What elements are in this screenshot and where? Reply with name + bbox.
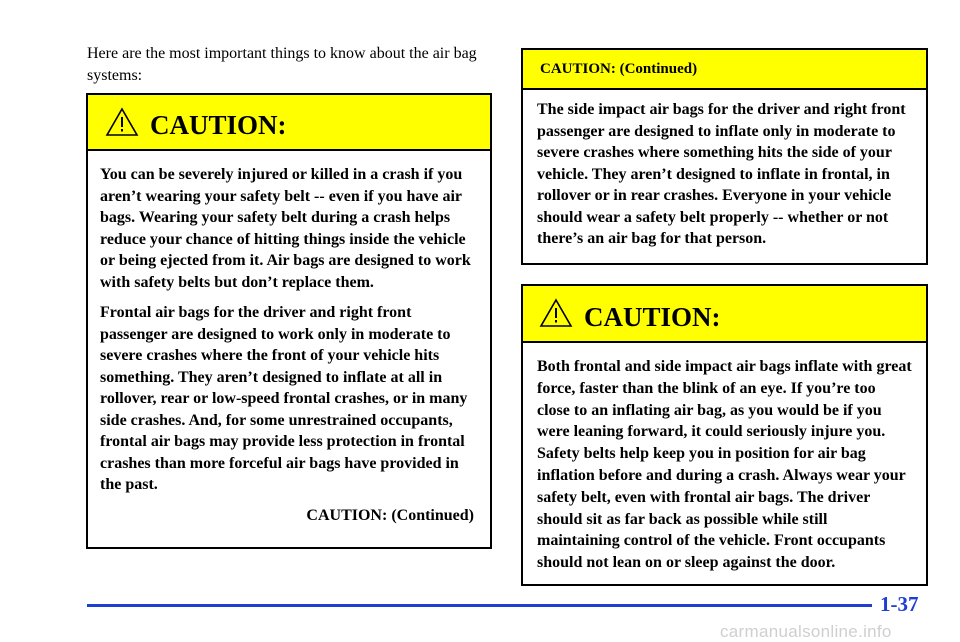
page-number: 1-37 [880,592,919,616]
caution-title: CAUTION: [150,110,287,140]
watermark: carmanualsonline.info [720,622,892,641]
caution-paragraph: You can be severely injured or killed in a crash if you aren’t wearing your safety belt -- even if you have air bags. Wearing your safety belt during a crash helps reduce your chance of hitting things inside the vehicle or being ejected from it. Air bags are designed to work with safety belts but don’t replace them. [100,166,471,291]
caution-title: CAUTION: [584,302,721,332]
caution-continued-header [523,50,926,90]
caution-header-right [523,286,926,343]
warning-triangle-icon [105,107,139,137]
caution-continued-title: CAUTION: (Continued) [540,61,698,77]
caution-body-right [523,343,926,574]
caution-continued-box [521,48,928,265]
caution-body-left [88,151,490,526]
caution-continued-body [523,90,926,250]
caution-paragraph: Both frontal and side impact air bags inflate with great force, faster than the blink of an eye. If you’re too close to an inflating air bag, as you would be if you were leaning forward, it could seriously injure you. Safety belts help keep you in position for air bag inflation before and during a crash. Always wear your safety belt, even with frontal air bags. The driver should sit as far back as possible while still maintaining control of the vehicle. Front occupants should not lean on or sleep against the door. [537,358,912,572]
footer-rule [87,604,872,607]
caution-box-right [521,284,928,586]
caution-paragraph: Frontal air bags for the driver and right front passenger are designed to work only in moderate to severe crashes where the front of your vehicle hits something. They aren’t designed to inflate at all in rollover, rear or low-speed frontal crashes, or in many side crashes. And, for some unrestrained occupants, frontal air bags may provide less protection in frontal crashes than more forceful air bags have provided in the past. [100,304,468,493]
warning-triangle-icon [539,298,573,328]
caution-paragraph: The side impact air bags for the driver and right front passenger are designed to inflate only in moderate to severe crashes where something hits the side of your vehicle. They aren’t designed to inflate in frontal, in rollover or in rear crashes. Everyone in your vehicle should wear a safety belt properly -- whether or not there’s an air bag for that person. [537,101,906,247]
caution-box-left [86,93,492,549]
intro-text: Here are the most important things to know about the air bag systems: [87,45,477,84]
caution-header-left [88,95,490,151]
continued-label: CAUTION: (Continued) [306,506,474,524]
